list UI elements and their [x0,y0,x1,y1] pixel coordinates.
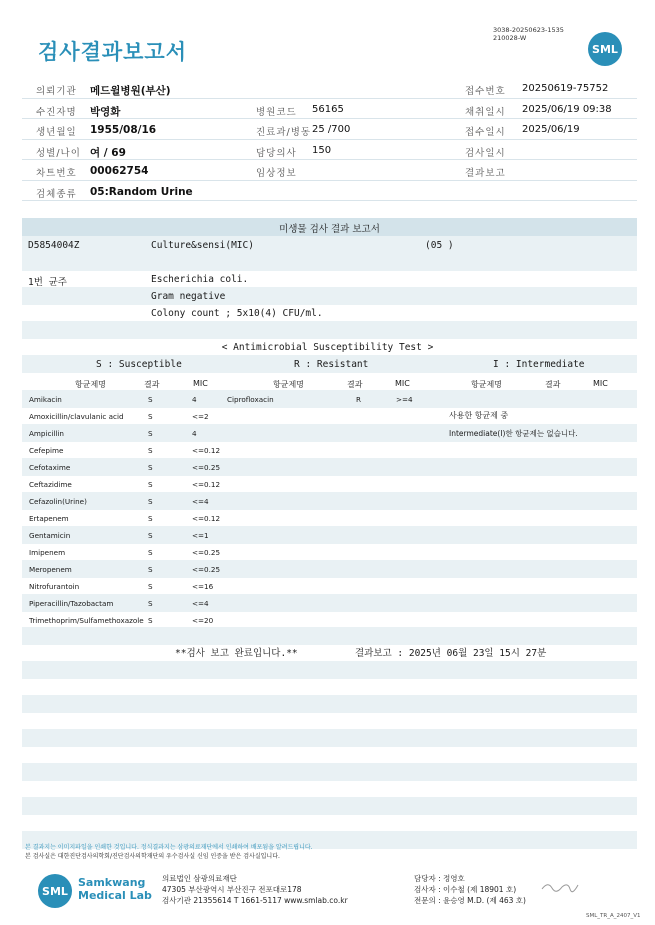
band-row [22,797,637,815]
test-code: D5854004Z [28,240,80,251]
test-name: Culture&sensi(MIC) [151,240,254,251]
drug-mic: <=0.12 [192,480,221,489]
drug-name: Nitrofurantoin [29,582,80,591]
brand-line1: Samkwang [78,876,146,889]
info-row [22,119,637,140]
drug-result: S [148,463,153,472]
isolate-label: 1번 균주 [28,277,67,288]
drug-mic: <=0.12 [192,446,221,455]
drug-result: S [148,599,153,608]
info-value: 20250619-75752 [522,83,609,94]
complete-message: **검사 보고 완료입니다.** [175,648,298,659]
drug-mic: >=4 [396,395,413,404]
drug-name: Ertapenem [29,514,69,523]
footer-note-accreditation: 본 검사실은 대한진단검사의학회/진단검사의학재단의 우수검사실 신임 인증을 받은 검사실입니다. [25,853,280,860]
band-row [22,695,637,713]
drug-result: S [148,531,153,540]
intermediate-note-line2: Intermediate(I)한 항균제는 없습니다. [449,429,578,438]
col-drug-header: 항균제명 [273,380,304,389]
col-result-header: 결과 [144,380,160,389]
legend-intermediate: I : Intermediate [493,359,585,370]
legend-susceptible: S : Susceptible [96,359,182,370]
band-row [22,321,637,339]
info-value: 여 / 69 [90,146,126,159]
staff-tester: 검사자 : 이수철 (제 18901 호) [414,885,517,894]
drug-result: S [148,480,153,489]
document-id-line1: 3038-20250623-1535 [493,26,564,34]
info-label: 결과보고 [465,168,506,179]
drug-name: Meropenem [29,565,72,574]
org-name: 의료법인 삼광의료재단 [162,874,237,883]
info-label: 채취일시 [465,106,506,118]
drug-name: Ceftazidime [29,480,72,489]
info-label: 검사일시 [465,147,506,159]
drug-mic: <=0.25 [192,463,221,472]
info-value: 1955/08/16 [90,124,157,136]
table-row [22,390,637,408]
colony-count: Colony count ; 5x10(4) CFU/ml. [151,308,323,319]
drug-name: Imipenem [29,548,66,557]
info-label: 접수일시 [465,127,506,138]
drug-result: S [148,395,153,404]
drug-name: Amikacin [29,395,62,404]
brand-line2: Medical Lab [78,889,152,902]
info-label: 담당의사 [256,147,297,159]
table-row [22,492,637,510]
band-row [22,253,637,271]
staff-manager: 담당자 : 정영호 [414,874,465,883]
info-value: 25 /700 [312,124,351,135]
drug-name: Trimethoprim/Sulfamethoxazole [29,616,144,625]
drug-mic: <=0.25 [192,548,221,557]
band-row [22,236,637,254]
info-label: 생년월일 [36,127,77,138]
signature-image [540,878,580,897]
info-value: 150 [312,144,332,156]
drug-name: Gentamicin [29,531,71,540]
drug-result: S [148,548,153,557]
info-label: 차트번호 [36,168,77,179]
drug-result: S [148,446,153,455]
sml-logo-bottom: SML [38,874,72,908]
org-contact: 검사기관 21355614 T 1661-5117 www.smlab.co.kr [162,896,348,905]
info-value: 박영화 [90,105,121,118]
document-id-line2: 210028-W [493,34,527,42]
info-row [22,99,637,120]
organism-name: Escherichia coli. [151,274,249,285]
drug-mic: <=0.12 [192,514,221,523]
info-row [22,78,637,99]
document-id [493,26,564,42]
drug-result: S [148,514,153,523]
info-value: 56165 [312,103,344,115]
drug-result: S [148,412,153,421]
info-row [22,140,637,161]
form-code: SML_TR_A_2407_V1 [586,913,641,919]
patient-info-table [22,78,637,201]
col-result-header: 결과 [347,380,363,389]
drug-name: Ampicillin [29,429,64,438]
drug-mic: <=4 [192,599,209,608]
band-row [22,729,637,747]
info-label: 수진자명 [36,106,77,118]
info-label: 접수번호 [465,86,506,97]
drug-result: S [148,565,153,574]
drug-name: Cefazolin(Urine) [29,497,87,506]
info-value: 05:Random Urine [90,185,193,198]
brand-name [78,876,152,902]
legend-resistant: R : Resistant [294,359,369,370]
drug-mic: 4 [192,429,197,438]
col-drug-header: 항균제명 [75,380,106,389]
drug-result: S [148,429,153,438]
drug-result: S [148,616,153,625]
col-mic-header: MIC [193,379,208,388]
info-row [22,160,637,181]
info-label: 검체종류 [36,188,77,200]
gram-stain: Gram negative [151,291,226,302]
drug-mic: <=1 [192,531,209,540]
info-label: 진료과/병동 [256,127,312,138]
footer-note-image: 본 결과지는 이미지파일을 인쇄한 것입니다. 정식결과지는 삼광의료재단에서 인쇄하여 배포됨을 알려드립니다. [25,844,313,851]
col-drug-header: 항균제명 [471,380,502,389]
drug-mic: <=4 [192,497,209,506]
micro-report-header: 미생물 검사 결과 보고서 [279,224,380,235]
col-mic-header: MIC [395,379,410,388]
drug-result: S [148,582,153,591]
ast-title: < Antimicrobial Susceptibility Test > [221,342,434,353]
drug-mic: <=2 [192,412,209,421]
drug-name: Amoxicillin/clavulanic acid [29,412,124,421]
sml-logo-top: SML [588,32,622,66]
drug-mic: 4 [192,395,197,404]
staff-specialist: 전문의 : 윤승영 M.D. (제 463 호) [414,896,526,905]
drug-name: Cefotaxime [29,463,71,472]
intermediate-note-line1: 사용한 항균제 중 [449,411,509,420]
info-value: 00062754 [90,165,149,177]
table-row [22,458,637,476]
info-label: 의뢰기관 [36,86,77,97]
table-row [22,594,637,612]
band-row [22,763,637,781]
drug-name: Ciprofloxacin [227,395,274,404]
band-row [22,627,637,645]
drug-mic: <=0.25 [192,565,221,574]
test-number: (05 ) [425,240,454,251]
table-row [22,560,637,578]
info-row [22,181,637,202]
info-label: 병원코드 [256,106,297,118]
band-row [22,287,637,305]
band-row [22,661,637,679]
info-label: 성별/나이 [36,147,81,159]
drug-name: Cefepime [29,446,64,455]
signature-icon [540,879,580,893]
table-row [22,526,637,544]
info-label: 임상정보 [256,168,297,179]
drug-mic: <=16 [192,582,214,591]
drug-mic: <=20 [192,616,214,625]
col-result-header: 결과 [545,380,561,389]
org-address: 47305 부산광역시 부산진구 전포대로178 [162,885,302,894]
info-value: 2025/06/19 [522,124,580,135]
info-value: 메드윌병원(부산) [90,85,171,97]
report-title: 검사결과보고서 [38,40,188,64]
report-time: 결과보고 : 2025년 06월 23일 15시 27분 [355,648,547,659]
drug-result: R [356,395,361,404]
col-mic-header: MIC [593,379,608,388]
info-value: 2025/06/19 09:38 [522,103,612,115]
drug-result: S [148,497,153,506]
drug-name: Piperacillin/Tazobactam [29,599,114,608]
